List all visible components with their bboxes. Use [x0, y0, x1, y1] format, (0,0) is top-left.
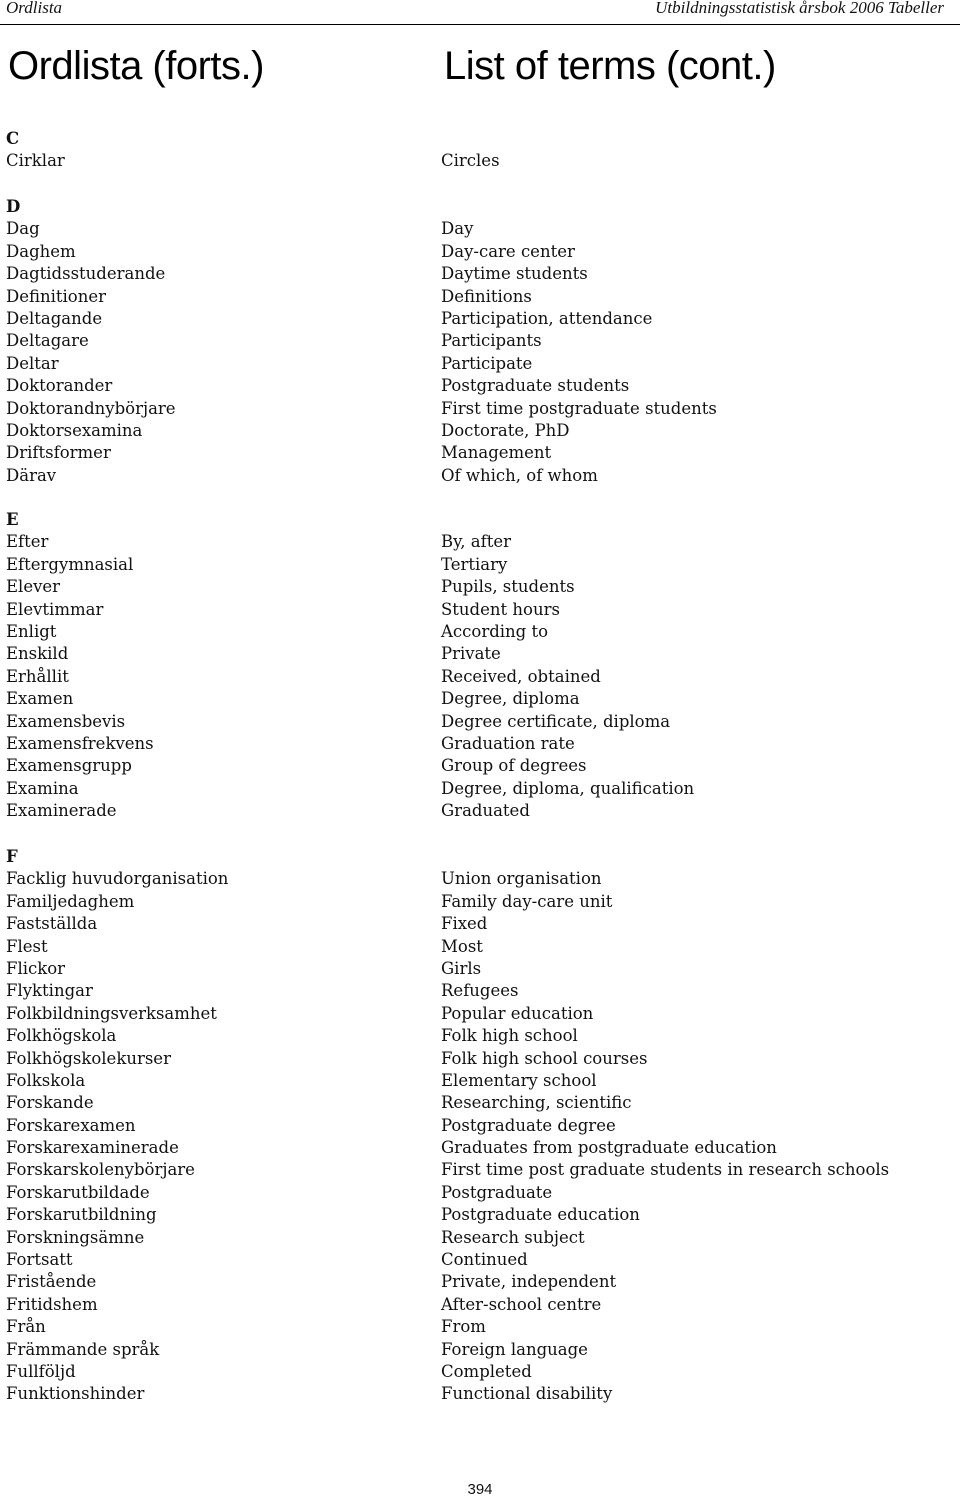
english-term: Union organisation: [441, 869, 602, 889]
swedish-term: Forskningsämne: [6, 1227, 145, 1247]
swedish-term: Cirklar: [6, 151, 65, 171]
glossary-row: [0, 688, 960, 710]
section-d: [0, 196, 960, 487]
english-term: Most: [441, 936, 483, 956]
swedish-term: Examensgrupp: [6, 756, 132, 776]
english-term: Refugees: [441, 981, 519, 1001]
glossary-row: [0, 1271, 960, 1293]
english-term: Participants: [441, 331, 542, 351]
swedish-term: Daghem: [6, 241, 76, 261]
glossary-row: [0, 531, 960, 553]
english-title: List of terms (cont.): [444, 44, 776, 88]
swedish-term: Definitioner: [6, 286, 107, 306]
swedish-term: Därav: [6, 465, 57, 485]
glossary-row: [0, 554, 960, 576]
section-letter: D: [6, 197, 21, 216]
glossary-row: [0, 755, 960, 777]
english-term: From: [441, 1317, 486, 1337]
glossary-row: [0, 398, 960, 420]
glossary-row: [0, 1115, 960, 1137]
swedish-term: Fristående: [6, 1272, 97, 1292]
english-term: Continued: [441, 1250, 528, 1270]
swedish-term: Facklig huvudorganisation: [6, 869, 229, 889]
english-term: After-school centre: [441, 1294, 602, 1314]
english-term: Group of degrees: [441, 756, 587, 776]
english-term: Degree certificate, diploma: [441, 711, 671, 731]
glossary-row: [0, 891, 960, 913]
glossary-row: [0, 800, 960, 822]
glossary-row: [0, 958, 960, 980]
section-letter: E: [6, 510, 19, 529]
english-term: Folk high school: [441, 1026, 578, 1046]
glossary-row: [0, 1003, 960, 1025]
glossary-row: [0, 576, 960, 598]
swedish-term: Dagtidsstuderande: [6, 264, 166, 284]
swedish-term: Familjedaghem: [6, 891, 135, 911]
swedish-term: Främmande språk: [6, 1339, 160, 1359]
english-term: By, after: [441, 532, 511, 552]
swedish-term: Fritidshem: [6, 1294, 98, 1314]
english-term: Research subject: [441, 1227, 585, 1247]
english-term: Postgraduate education: [441, 1205, 640, 1225]
glossary-row: [0, 733, 960, 755]
swedish-term: Flyktingar: [6, 981, 93, 1001]
swedish-term: Doktorandnybörjare: [6, 398, 176, 418]
glossary-row: [0, 1227, 960, 1249]
swedish-term: Funktionshinder: [6, 1384, 145, 1404]
glossary-row: [0, 442, 960, 464]
glossary-row: [0, 1182, 960, 1204]
english-term: Researching, scientific: [441, 1093, 632, 1113]
english-term: Foreign language: [441, 1339, 588, 1359]
english-term: Participate: [441, 353, 533, 373]
english-term: Folk high school courses: [441, 1048, 648, 1068]
english-term: Day-care center: [441, 241, 575, 261]
glossary-row: [0, 666, 960, 688]
glossary-row: [0, 1025, 960, 1047]
swedish-term: Efter: [6, 532, 49, 552]
glossary-row: [0, 330, 960, 352]
english-term: Functional disability: [441, 1384, 613, 1404]
swedish-term: Fastställda: [6, 914, 98, 934]
english-term: Postgraduate degree: [441, 1115, 616, 1135]
swedish-term: Doktorander: [6, 376, 113, 396]
glossary-row: [0, 1159, 960, 1181]
swedish-term: Deltar: [6, 353, 59, 373]
glossary-row: [0, 1383, 960, 1405]
english-term: Participation, attendance: [441, 308, 653, 328]
english-term: Day: [441, 219, 474, 239]
english-term: Graduates from postgraduate education: [441, 1138, 777, 1158]
running-header: [0, 0, 960, 25]
glossary-row: [0, 643, 960, 665]
english-term: Graduation rate: [441, 733, 575, 753]
section-letter: C: [6, 129, 20, 148]
glossary-row: [0, 150, 960, 172]
swedish-term: Examensfrekvens: [6, 733, 154, 753]
glossary-row: [0, 1249, 960, 1271]
english-term: Degree, diploma: [441, 689, 580, 709]
english-term: Popular education: [441, 1003, 594, 1023]
swedish-term: Flickor: [6, 958, 66, 978]
swedish-term: Driftsformer: [6, 443, 111, 463]
english-term: Circles: [441, 151, 500, 171]
english-term: First time postgraduate students: [441, 398, 717, 418]
swedish-term: Forskarexamen: [6, 1115, 136, 1135]
glossary-row: [0, 1092, 960, 1114]
swedish-term: Fortsatt: [6, 1250, 73, 1270]
swedish-title: Ordlista (forts.): [8, 44, 264, 88]
glossary-row: [0, 1048, 960, 1070]
glossary-row: [0, 913, 960, 935]
swedish-term: Från: [6, 1317, 46, 1337]
header-right-text: Utbildningsstatistisk årsbok 2006 Tabeller: [655, 0, 944, 17]
header-left-text: Ordlista: [6, 0, 63, 17]
glossary-row: [0, 868, 960, 890]
swedish-term: Deltagare: [6, 331, 89, 351]
glossary-row: [0, 353, 960, 375]
section-letter: F: [6, 847, 18, 866]
swedish-term: Enskild: [6, 644, 69, 664]
swedish-term: Examensbevis: [6, 711, 126, 731]
english-term: Private: [441, 644, 501, 664]
english-term: Girls: [441, 958, 482, 978]
glossary-row: [0, 1070, 960, 1092]
glossary-row: [0, 420, 960, 442]
swedish-term: Elever: [6, 577, 61, 597]
section-c: [0, 128, 960, 173]
glossary-row: [0, 711, 960, 733]
swedish-term: Erhållit: [6, 666, 69, 686]
glossary-row: [0, 980, 960, 1002]
glossary-row: [0, 778, 960, 800]
swedish-term: Folkhögskola: [6, 1026, 117, 1046]
english-term: Management: [441, 443, 552, 463]
english-term: Received, obtained: [441, 666, 601, 686]
english-term: Pupils, students: [441, 577, 575, 597]
swedish-term: Examina: [6, 778, 79, 798]
english-term: Postgraduate students: [441, 376, 630, 396]
english-term: Degree, diploma, qualification: [441, 778, 695, 798]
swedish-term: Elevtimmar: [6, 599, 104, 619]
english-term: Of which, of whom: [441, 465, 598, 485]
swedish-term: Enligt: [6, 621, 57, 641]
section-f: [0, 846, 960, 1406]
english-term: Fixed: [441, 914, 488, 934]
swedish-term: Flest: [6, 936, 48, 956]
glossary-row: [0, 375, 960, 397]
english-term: According to: [441, 621, 549, 641]
english-term: Definitions: [441, 286, 532, 306]
english-term: Graduated: [441, 801, 530, 821]
glossary-row: [0, 465, 960, 487]
glossary-row: [0, 263, 960, 285]
swedish-term: Forskarexaminerade: [6, 1138, 179, 1158]
swedish-term: Forskande: [6, 1093, 94, 1113]
swedish-term: Doktorsexamina: [6, 420, 143, 440]
swedish-term: Eftergymnasial: [6, 554, 134, 574]
glossary-row: [0, 621, 960, 643]
page-number: 394: [467, 1481, 493, 1498]
english-term: Postgraduate: [441, 1182, 553, 1202]
glossary-row: [0, 286, 960, 308]
swedish-term: Forskarskolenybörjare: [6, 1160, 195, 1180]
english-term: Family day-care unit: [441, 891, 613, 911]
glossary-row: [0, 241, 960, 263]
glossary-row: [0, 936, 960, 958]
english-term: Private, independent: [441, 1272, 617, 1292]
english-term: Elementary school: [441, 1070, 597, 1090]
english-term: Student hours: [441, 599, 560, 619]
swedish-term: Folkhögskolekurser: [6, 1048, 171, 1068]
swedish-term: Examen: [6, 689, 74, 709]
glossary-row: [0, 308, 960, 330]
glossary-row: [0, 599, 960, 621]
english-term: First time post graduate students in research schools: [441, 1160, 890, 1180]
glossary-row: [0, 1294, 960, 1316]
glossary-row: [0, 1361, 960, 1383]
swedish-term: Forskarutbildning: [6, 1205, 157, 1225]
glossary-row: [0, 1316, 960, 1338]
swedish-term: Deltagande: [6, 308, 103, 328]
glossary-row: [0, 218, 960, 240]
swedish-term: Examinerade: [6, 801, 117, 821]
glossary-row: [0, 1137, 960, 1159]
swedish-term: Folkbildningsverksamhet: [6, 1003, 217, 1023]
english-term: Tertiary: [441, 554, 508, 574]
glossary-row: [0, 1204, 960, 1226]
english-term: Daytime students: [441, 264, 588, 284]
section-e: [0, 509, 960, 822]
swedish-term: Forskarutbildade: [6, 1182, 150, 1202]
swedish-term: Fullföljd: [6, 1361, 76, 1381]
english-term: Doctorate, PhD: [441, 420, 570, 440]
swedish-term: Dag: [6, 219, 40, 239]
swedish-term: Folkskola: [6, 1070, 86, 1090]
glossary-row: [0, 1339, 960, 1361]
english-term: Completed: [441, 1361, 532, 1381]
